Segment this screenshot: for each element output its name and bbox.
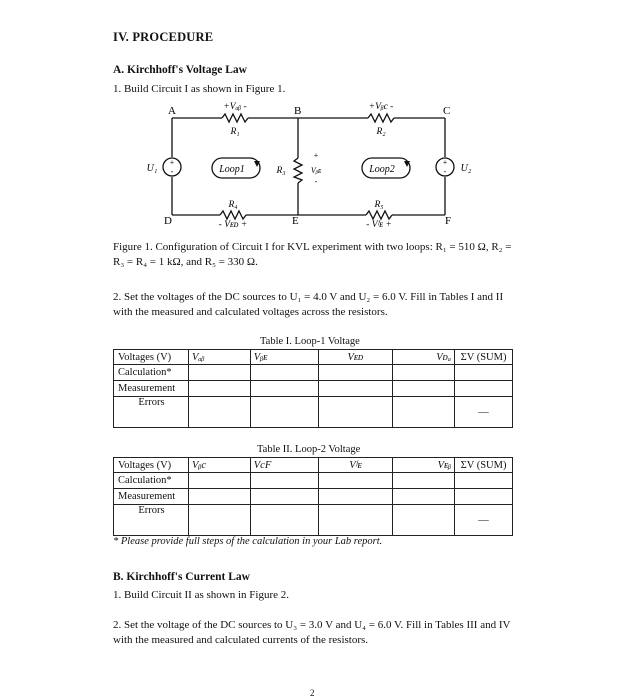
table2-cell[interactable]: [318, 473, 393, 489]
node-a: A: [168, 105, 176, 117]
label-r5: R₅: [374, 200, 384, 210]
resistor-r2-shape: [368, 114, 394, 122]
node-b: B: [294, 105, 302, 117]
table1-cell[interactable]: [455, 365, 513, 381]
table2-cell[interactable]: [188, 505, 250, 536]
table1-cell[interactable]: [318, 381, 393, 397]
part-b-step1: 1. Build Circuit II as shown in Figure 2.: [113, 589, 289, 601]
table2-row-measurement: Measurement: [114, 489, 189, 505]
table-row: [114, 365, 513, 381]
circuit-diagram: [140, 100, 480, 230]
table1-cell[interactable]: [393, 381, 455, 397]
label-vbe: Vᵦᴇ: [310, 166, 322, 175]
vbe-plus-sign: +: [313, 151, 319, 160]
u2-minus-sign: -: [443, 167, 447, 176]
table1: [113, 349, 513, 428]
table-row: [114, 505, 513, 536]
table-row: [114, 473, 513, 489]
label-u2: U₂: [460, 163, 472, 174]
table1-header-vab: Vₐᵦ: [188, 350, 250, 365]
table2-cell[interactable]: [188, 473, 250, 489]
resistor-r5-shape: [366, 211, 392, 219]
table2-header-vcf: VcF: [250, 458, 318, 473]
figure-caption: Figure 1. Configuration of Circuit I for KVL experiment with two loops: R₁ = 510 Ω, R₂ = R₃ = R₄ = 1 kΩ, and R₅ = 330 Ω.: [113, 241, 512, 268]
table2-cell[interactable]: [318, 489, 393, 505]
table1-cell[interactable]: [250, 381, 318, 397]
table2-cell[interactable]: [188, 489, 250, 505]
resistor-r3-shape: [294, 158, 302, 183]
table1-header-ved: Vᴇᴅ: [318, 350, 393, 365]
table1-cell[interactable]: [318, 365, 393, 381]
table2-cell[interactable]: [393, 489, 455, 505]
section-heading: IV. PROCEDURE: [113, 30, 214, 44]
table-row: [114, 397, 513, 428]
table1-sum-dash: —: [455, 397, 513, 428]
table1-cell[interactable]: [188, 381, 250, 397]
table2-header-veb: Vᴇᵦ: [393, 458, 455, 473]
table2-header-voltages: Voltages (V): [114, 458, 189, 473]
label-r3: R₃: [276, 166, 286, 176]
table1-cell[interactable]: [250, 365, 318, 381]
table-row: [114, 489, 513, 505]
table2-header-vbc: Vᵦc: [188, 458, 250, 473]
label-ved: - Vᴇᴅ +: [218, 220, 248, 230]
table2-row-errors: Errors: [114, 505, 189, 536]
u1-minus-sign: -: [170, 167, 174, 176]
label-vfe: - Vᶠᴇ +: [366, 220, 392, 230]
table2-header-sum: ΣV (SUM): [455, 458, 513, 473]
table2-caption: Table II. Loop-2 Voltage: [257, 444, 361, 455]
label-r2: R₂: [376, 127, 386, 137]
table1-cell[interactable]: [455, 381, 513, 397]
table1-caption: Table I. Loop-1 Voltage: [260, 336, 360, 347]
table1-header-vbe: Vᵦᴇ: [250, 350, 318, 365]
label-vab: +Vₐᵦ -: [223, 102, 247, 112]
table1-cell[interactable]: [188, 365, 250, 381]
table1-row-errors: Errors: [114, 397, 189, 428]
table2-cell[interactable]: [250, 489, 318, 505]
table2-cell[interactable]: [455, 489, 513, 505]
table1-row-calculation: Calculation*: [114, 365, 189, 381]
table1-header-vda: Vᴅₐ: [393, 350, 455, 365]
table2-cell[interactable]: [393, 505, 455, 536]
table1-row-measurement: Measurement: [114, 381, 189, 397]
table2-header-vfe: Vᶠᴇ: [318, 458, 393, 473]
table2-row-calculation: Calculation*: [114, 473, 189, 489]
table2-cell[interactable]: [318, 505, 393, 536]
table1-cell[interactable]: [318, 397, 393, 428]
table-row: [114, 350, 513, 365]
table1-header-voltages: Voltages (V): [114, 350, 189, 365]
table1-header-sum: ΣV (SUM): [455, 350, 513, 365]
part-b-title: B. Kirchhoff's Current Law: [113, 571, 250, 583]
u1-plus-sign: +: [169, 158, 175, 167]
table2-cell[interactable]: [455, 473, 513, 489]
u2-plus-sign: +: [442, 158, 448, 167]
table1-cell[interactable]: [393, 397, 455, 428]
table-row: [114, 458, 513, 473]
table1-cell[interactable]: [250, 397, 318, 428]
table1-cell[interactable]: [393, 365, 455, 381]
table-row: [114, 381, 513, 397]
part-a-step2: 2. Set the voltages of the DC sources to U₁ = 4.0 V and U₂ = 6.0 V. Fill in Tables I and II with the measured and calculated voltages across the resistors.: [113, 291, 504, 318]
table2-cell[interactable]: [250, 505, 318, 536]
part-a-title: A. Kirchhoff's Voltage Law: [113, 64, 247, 76]
resistor-r1-shape: [222, 114, 248, 122]
label-vbc: +Vᵦc -: [368, 102, 394, 112]
label-u1: U₁: [146, 163, 158, 174]
label-r4: R₄: [228, 200, 238, 210]
part-b-step2: 2. Set the voltage of the DC sources to U₃ = 3.0 V and U₄ = 6.0 V. Fill in Tables III and IV with the measured and calculated currents of the resistors.: [113, 619, 511, 646]
node-f: F: [445, 215, 452, 227]
footnote: * Please provide full steps of the calculation in your Lab report.: [113, 536, 383, 547]
table2-cell[interactable]: [393, 473, 455, 489]
part-a-step1: 1. Build Circuit I as shown in Figure 1.: [113, 83, 286, 95]
node-d: D: [164, 215, 172, 227]
table1-cell[interactable]: [188, 397, 250, 428]
table2: [113, 457, 513, 536]
node-c: C: [443, 105, 451, 117]
label-loop2: Loop2: [369, 164, 395, 175]
label-r1: R₁: [230, 127, 240, 137]
node-e: E: [292, 215, 299, 227]
page-number: 2: [310, 688, 315, 698]
label-loop1: Loop1: [219, 164, 245, 175]
vbe-minus-sign: -: [314, 177, 318, 186]
table2-sum-dash: —: [455, 505, 513, 536]
resistor-r4-shape: [220, 211, 246, 219]
table2-cell[interactable]: [250, 473, 318, 489]
